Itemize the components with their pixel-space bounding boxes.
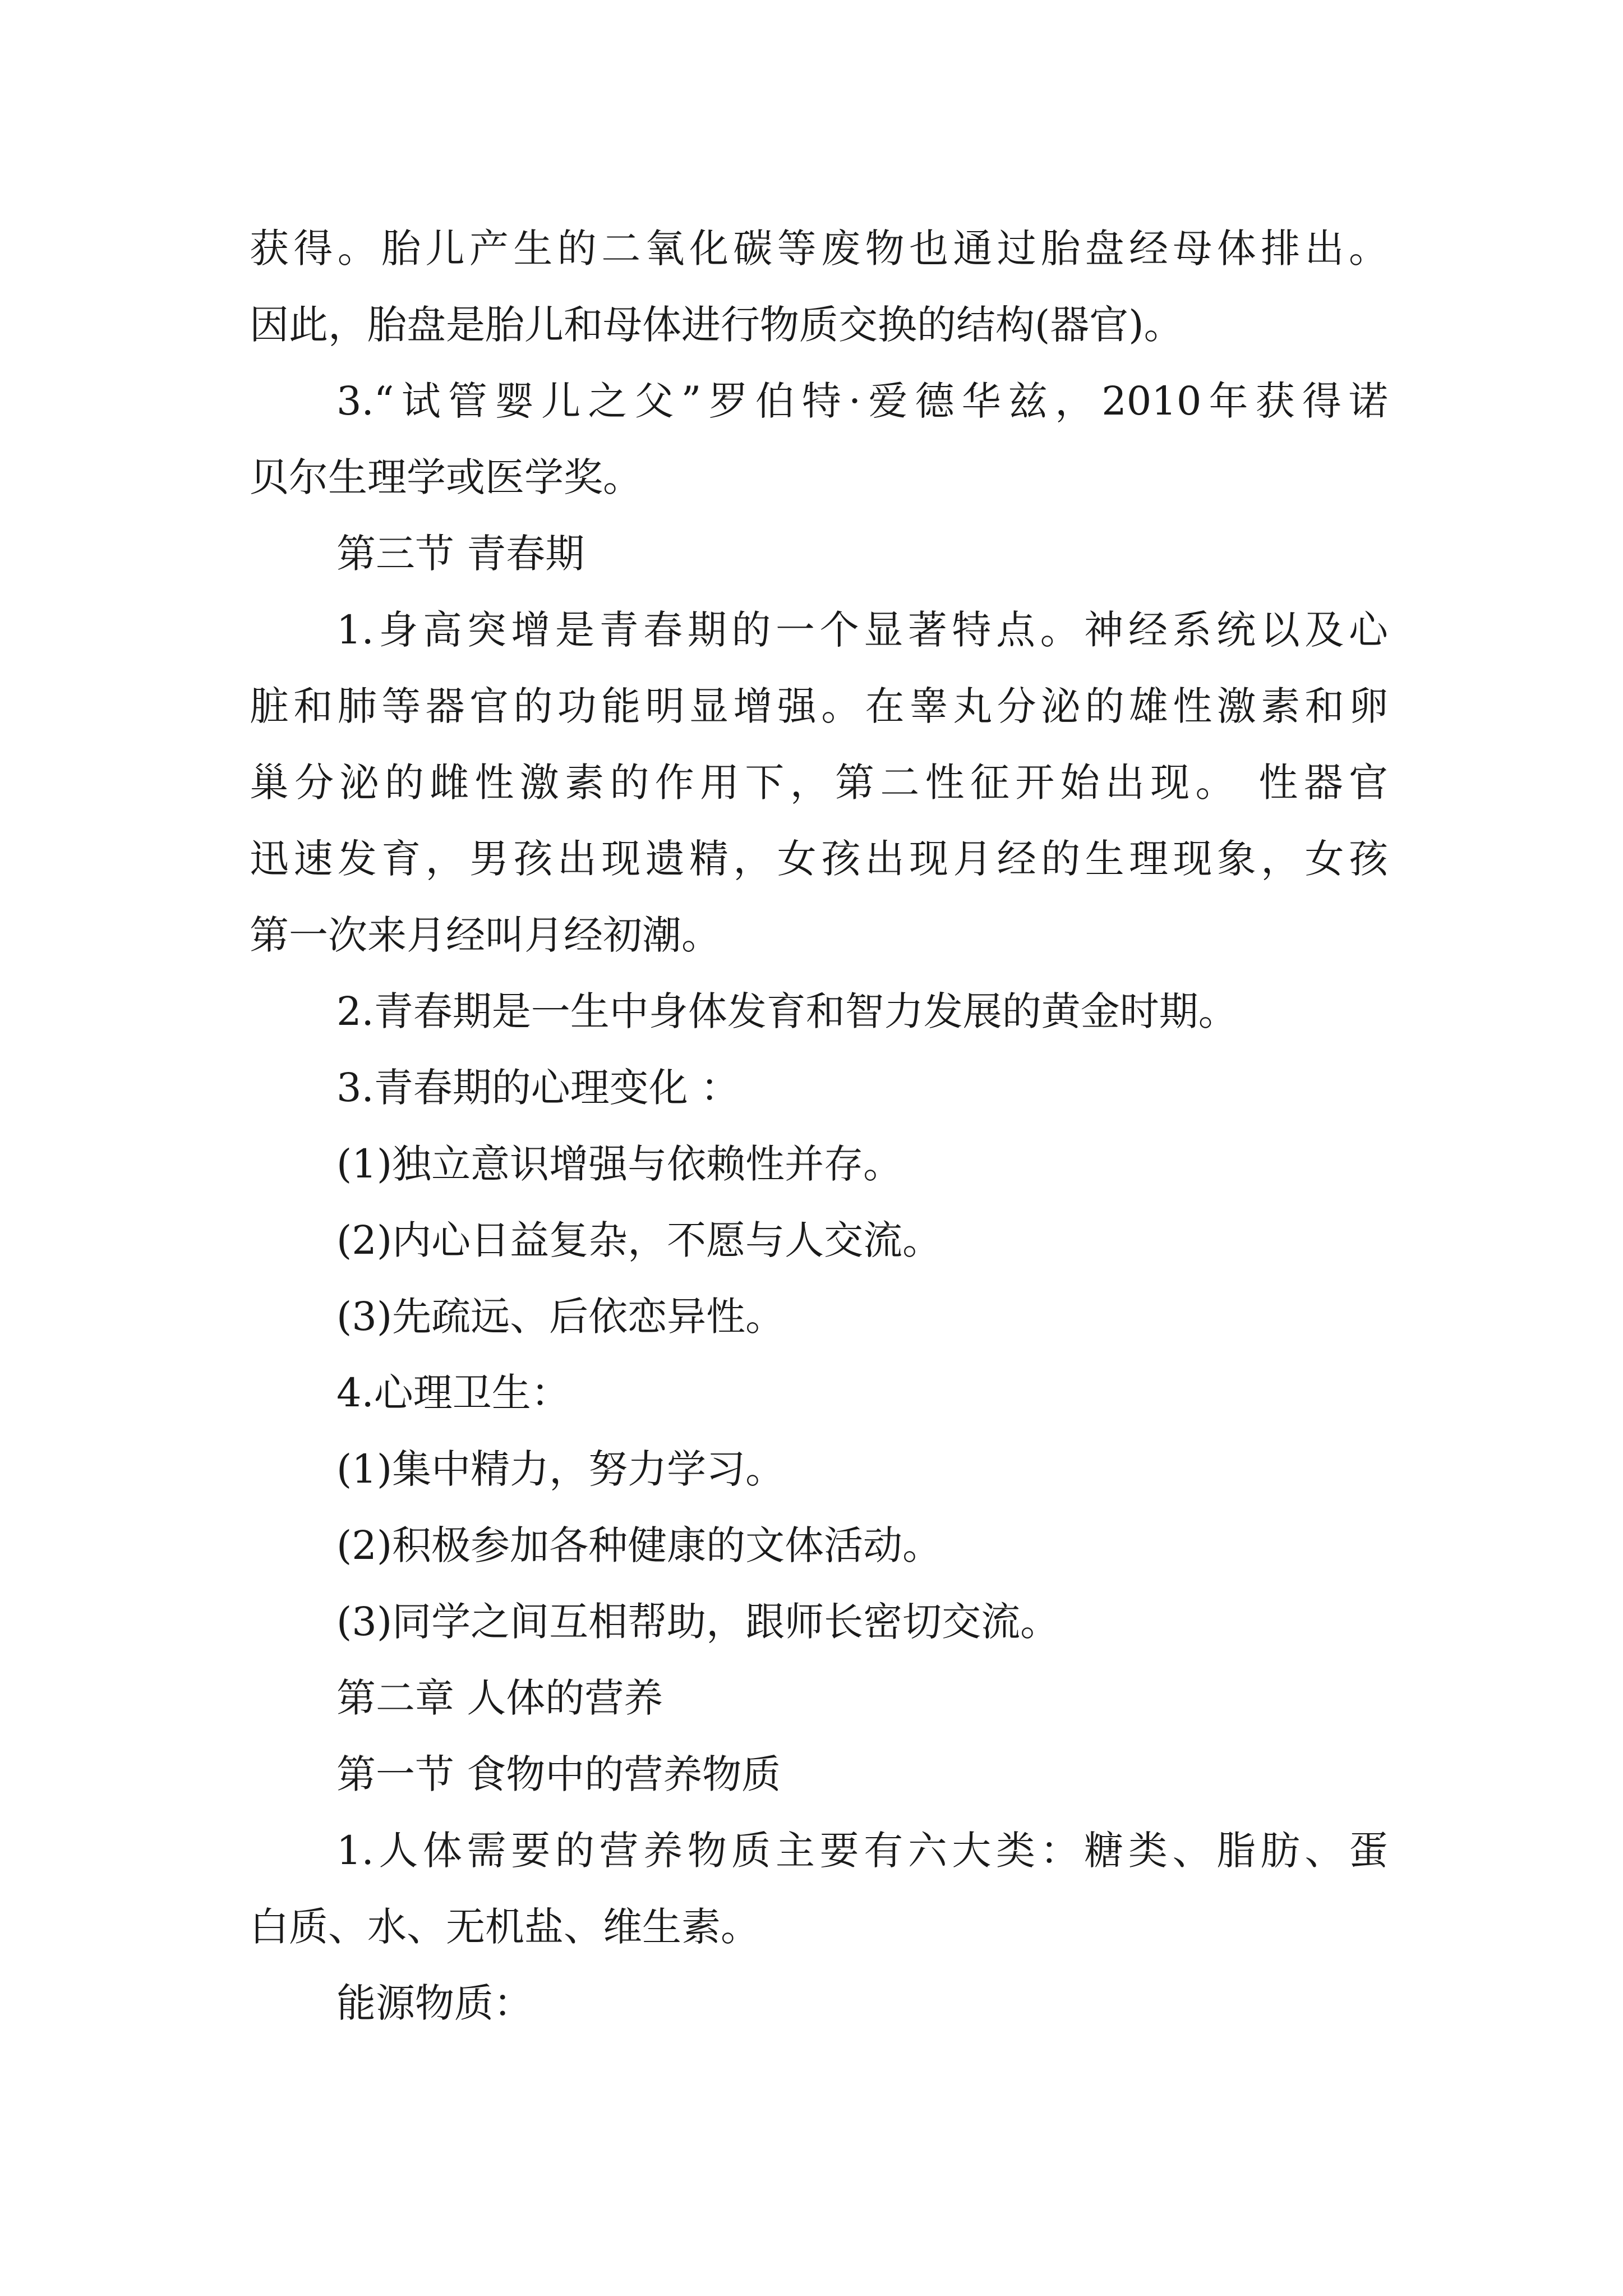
text-line: 1.身高突增是青春期的一个显著特点。神经系统以及心 (336, 607, 1388, 653)
text-line: (3)同学之间互相帮助，跟师长密切交流。 (336, 1599, 1060, 1645)
text-line: 4.心理卫生： (336, 1370, 570, 1416)
text-line: 2.青春期是一生中身体发育和智力发展的黄金时期。 (336, 988, 1238, 1034)
text-line: 迅速发育，男孩出现遗精，女孩出现月经的生理现象，女孩 (250, 836, 1388, 882)
text-line: (3)先疏远、后依恋异性。 (336, 1294, 785, 1340)
text-line: 第二章 人体的营养 (336, 1675, 663, 1721)
text-line: 第一节 食物中的营养物质 (336, 1751, 781, 1797)
text-line: 脏和肺等器官的功能明显增强。在睾丸分泌的雄性激素和卵 (250, 683, 1388, 729)
text-line: 能源物质： (336, 1980, 533, 2026)
text-line: (2)积极参加各种健康的文体活动。 (336, 1522, 942, 1568)
text-line: 巢分泌的雌性激素的作用下，第二性征开始出现。 性器官 (250, 760, 1388, 806)
text-line: (1)集中精力，努力学习。 (336, 1446, 785, 1492)
text-line: 因此，胎盘是胎儿和母体进行物质交换的结构(器官)。 (250, 302, 1183, 348)
text-line: 获得。胎儿产生的二氧化碳等废物也通过胎盘经母体排出。 (250, 226, 1388, 272)
text-line: 白质、水、无机盐、维生素。 (250, 1904, 760, 1950)
text-line: 1.人体需要的营养物质主要有六大类：糖类、脂肪、蛋 (336, 1828, 1388, 1874)
text-line: (1)独立意识增强与依赖性并存。 (336, 1141, 903, 1187)
text-line: 3.“试管婴儿之父”罗伯特·爱德华兹，2010年获得诺 (336, 378, 1388, 424)
text-line: 第一次来月经叫月经初潮。 (250, 912, 721, 958)
text-line: (2)内心日益复杂，不愿与人交流。 (336, 1217, 942, 1263)
text-line: 贝尔生理学或医学奖。 (250, 454, 642, 500)
text-line: 第三节 青春期 (336, 531, 585, 577)
text-line: 3.青春期的心理变化 ： (336, 1065, 740, 1111)
document-body (250, 210, 1388, 2041)
